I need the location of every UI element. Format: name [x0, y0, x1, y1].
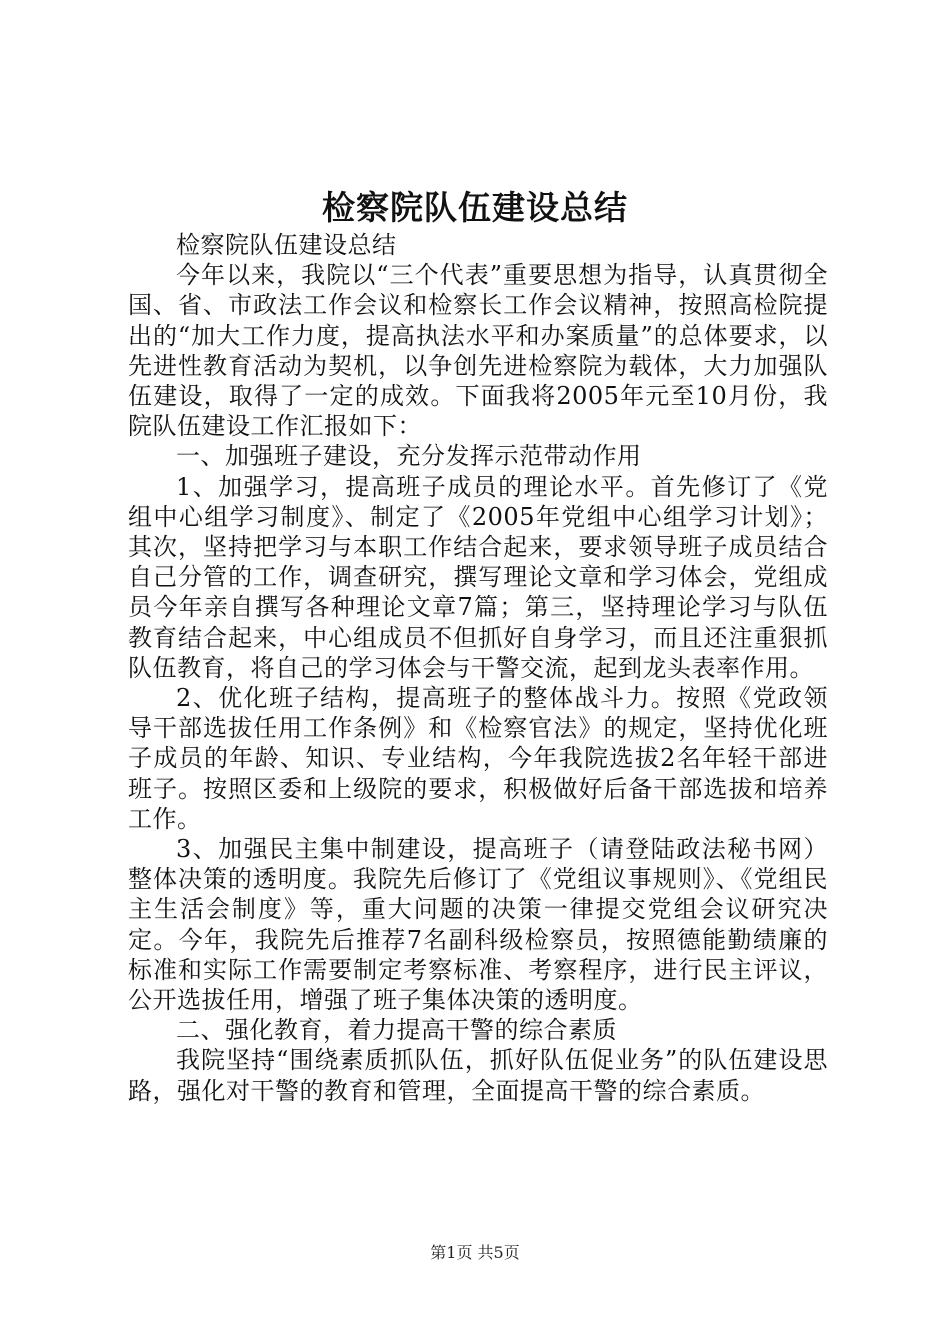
section-heading-1: 一、加强班子建设，充分发挥示范带动作用: [176, 442, 642, 471]
paragraph-item-2: 2、优化班子结构，提高班子的整体战斗力。按照《党政领导干部选拔任用工作条例》和《检察官法》的规定，坚持优化班子成员的年龄、知识、专业结构，今年我院选拔2名年轻干部进班子。按照区委和上级院的要求，积极做好后备干部选拔和培养工作。: [128, 684, 828, 833]
paragraph-subtitle: 检察院队伍建设总结: [176, 231, 397, 259]
paragraph-item-3: 3、加强民主集中制建设，提高班子（请登陆政法秘书网）整体决策的透明度。我院先后修订了《党组议事规则》、《党组民主生活会制度》等，重大问题的决策一律提交党组会议研究决定。今年，我院先后推荐7名副科级检察员，按照德能勤绩廉的标准和实际工作需要制定考察标准、考察程序，进行民主评议，公开选拔任用，增强了班子集体决策的透明度。: [128, 835, 828, 1015]
document-body: [128, 230, 828, 1106]
page-footer: 第1页 共5页: [430, 1243, 520, 1262]
paragraph-section-2: 我院坚持“围绕素质抓队伍，抓好队伍促业务”的队伍建设思路，强化对干警的教育和管理，全面提高干警的综合素质。: [128, 1046, 828, 1105]
section-heading-2: 二、强化教育，着力提高干警的综合素质: [176, 1016, 617, 1045]
document-title: 检察院队伍建设总结: [322, 188, 628, 227]
paragraph-intro: 今年以来，我院以“三个代表”重要思想为指导，认真贯彻全国、省、市政法工作会议和检察长工作会议精神，按照高检院提出的“加大工作力度，提高执法水平和办案质量”的总体要求，以先进性教育活动为契机，以争创先进检察院为载体，大力加强队伍建设，取得了一定的成效。下面我将2005年元至10月份，我院队伍建设工作汇报如下：: [128, 261, 828, 441]
paragraph-item-1: 1、加强学习，提高班子成员的理论水平。首先修订了《党组中心组学习制度》、制定了《2005年党组中心组学习计划》；其次，坚持把学习与本职工作结合起来，要求领导班子成员结合自己分管的工作，调查研究，撰写理论文章和学习体会，党组成员今年亲自撰写各种理论文章7篇；第三，坚持理论学习与队伍教育结合起来，中心组成员不但抓好自身学习，而且还注重狠抓队伍教育，将自己的学习体会与干警交流，起到龙头表率作用。: [128, 472, 828, 682]
